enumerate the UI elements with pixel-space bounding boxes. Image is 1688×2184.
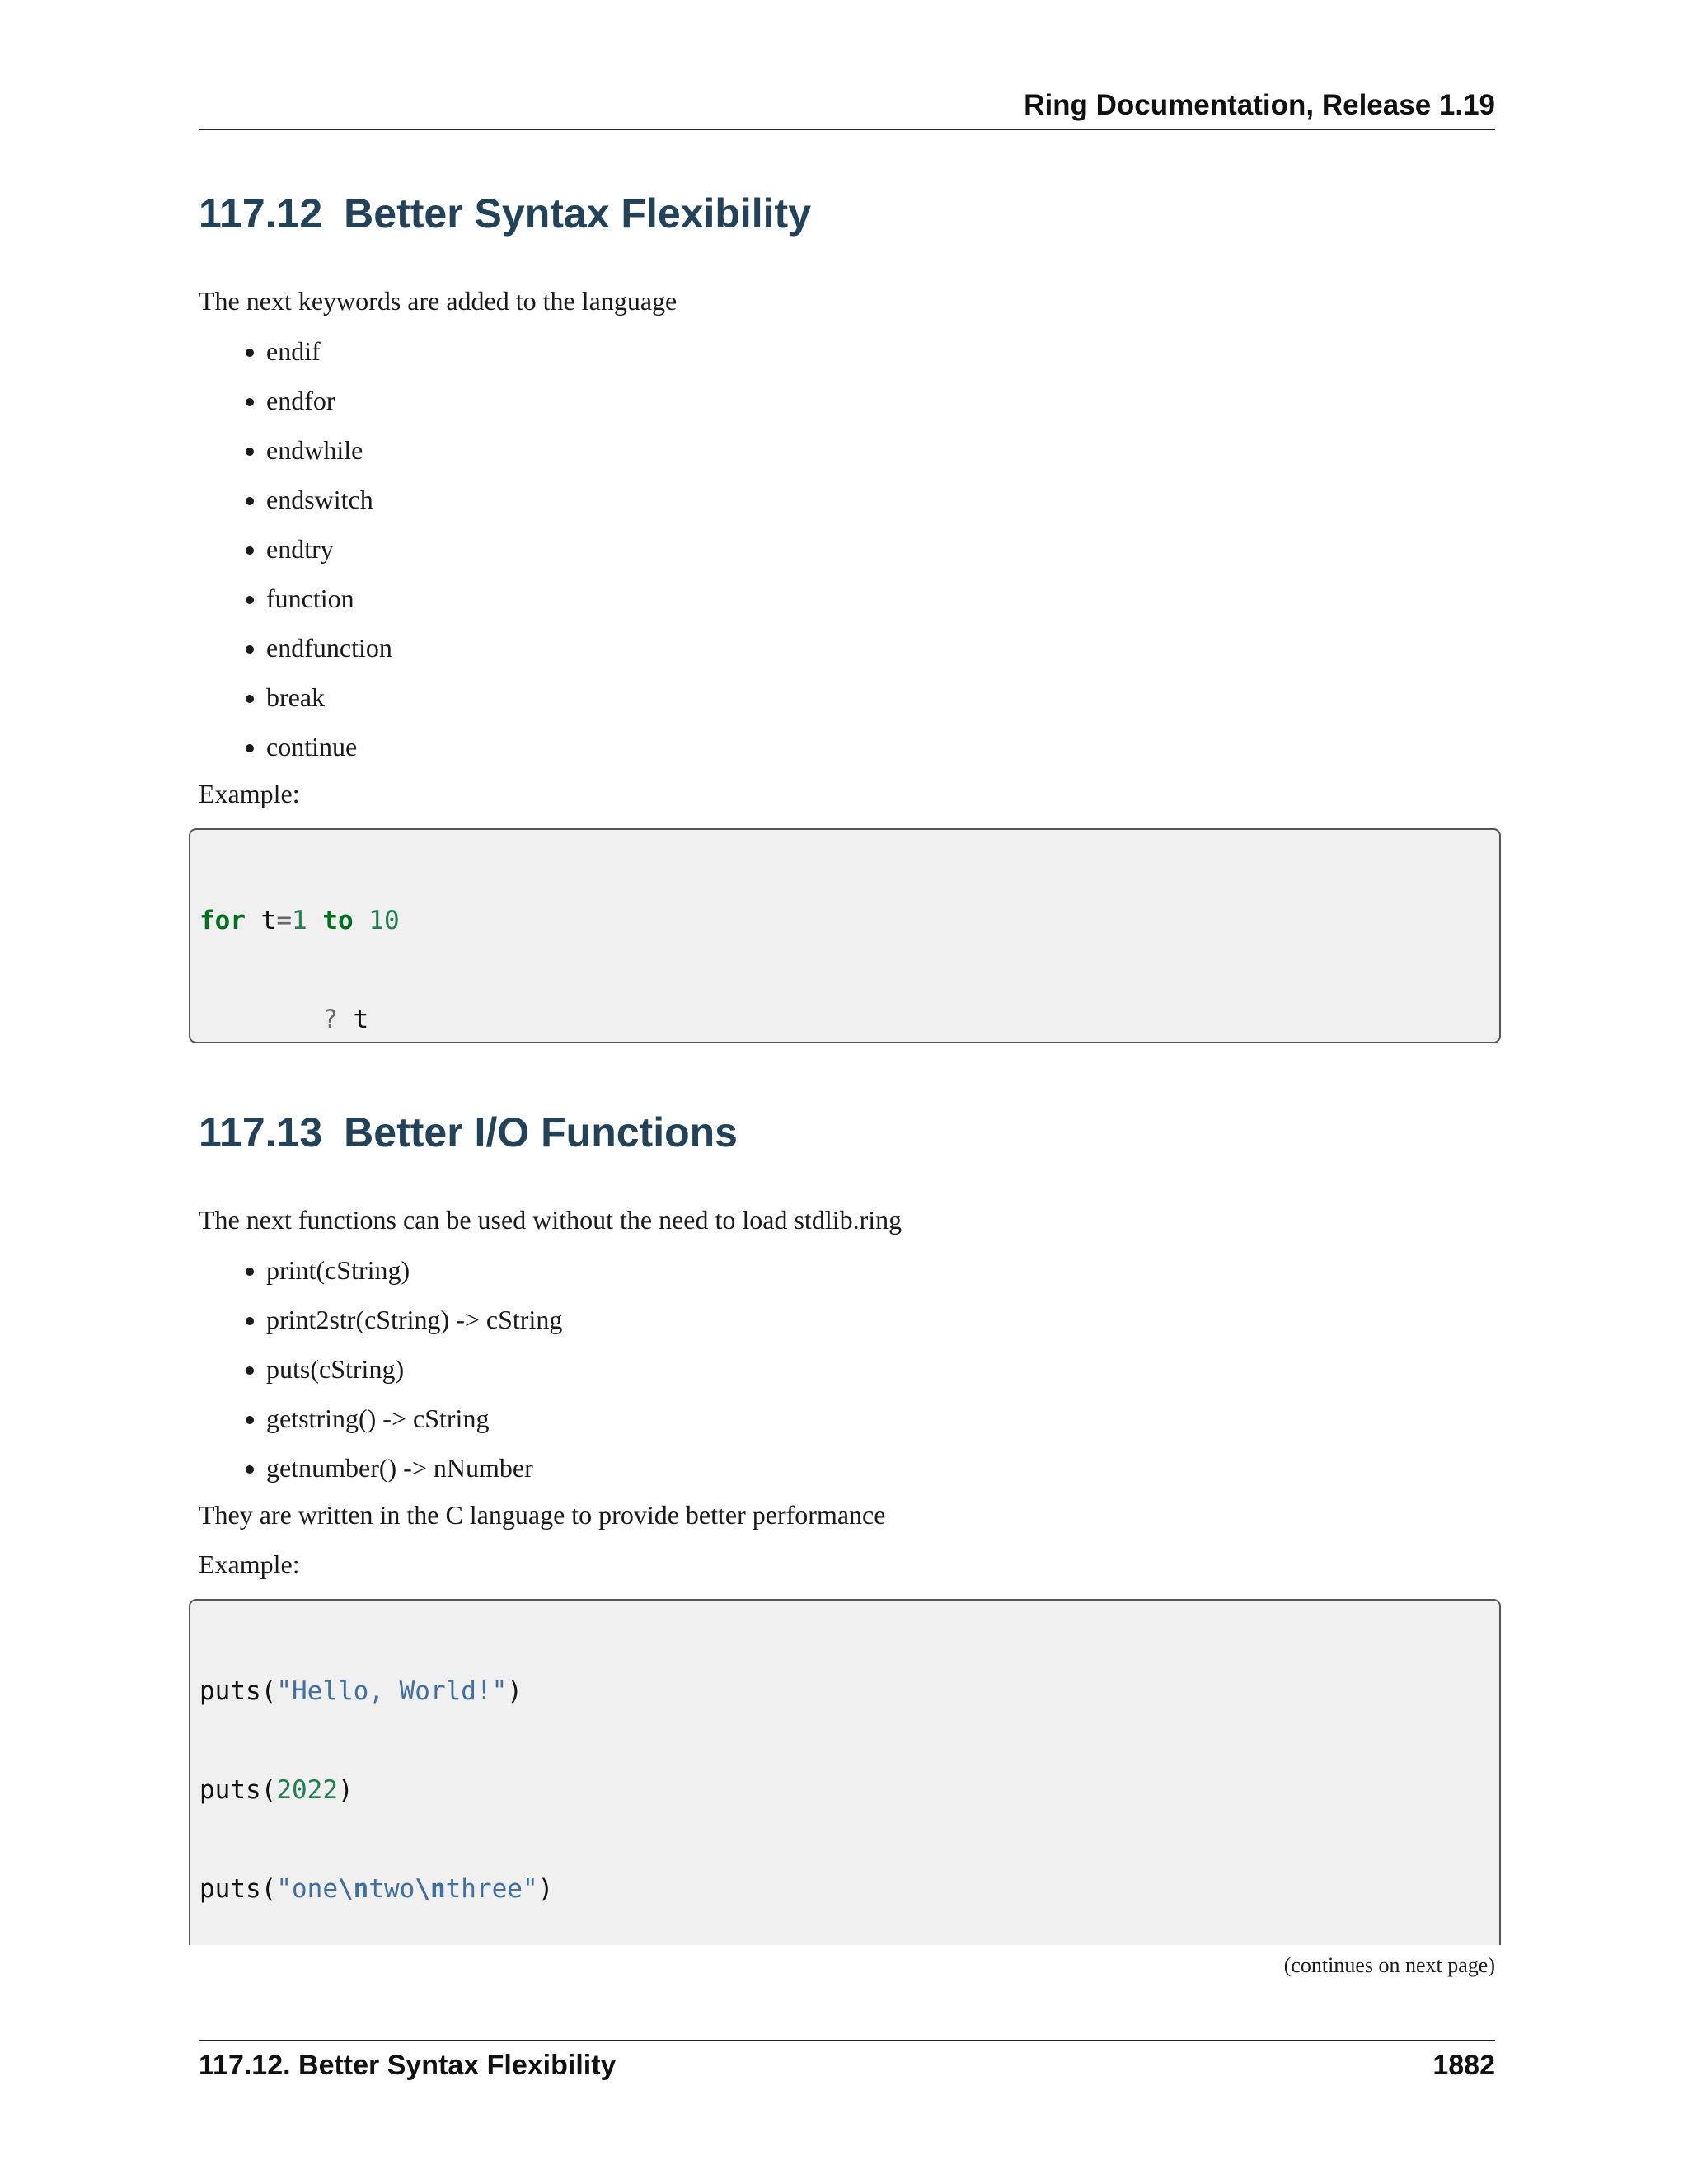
list-item: getstring() -> cString — [199, 1394, 562, 1443]
page-number: 1882 — [1432, 2050, 1495, 2081]
keyword-list — [199, 326, 392, 771]
code-block-io[interactable] — [189, 1599, 1501, 1945]
section-number: 117.12 — [199, 190, 323, 237]
section-heading-117-12 — [199, 190, 811, 237]
list-item: function — [199, 574, 392, 623]
performance-note: They are written in the C language to provide better performance — [199, 1500, 886, 1530]
footer-section: 117.12. Better Syntax Flexibility — [199, 2050, 617, 2081]
list-item: endfunction — [199, 623, 392, 673]
list-item: print(cString) — [199, 1245, 562, 1295]
code-line: ? t — [322, 1005, 369, 1034]
example-label: Example: — [199, 1549, 300, 1579]
code-line: puts("Hello, World!") — [199, 1676, 523, 1706]
list-item: puts(cString) — [199, 1344, 562, 1394]
running-footer — [199, 2040, 1495, 2082]
running-header — [199, 89, 1495, 130]
code-line: puts(2022) — [199, 1775, 354, 1805]
section-heading-117-13 — [199, 1108, 738, 1156]
code-block-syntax[interactable] — [189, 828, 1501, 1043]
list-item: break — [199, 673, 392, 722]
section-number: 117.13 — [199, 1109, 323, 1155]
list-item: endif — [199, 326, 392, 376]
list-item: endwhile — [199, 425, 392, 475]
section-title: Better Syntax Flexibility — [344, 190, 812, 237]
list-item: endfor — [199, 376, 392, 425]
header-title: Ring Documentation, Release 1.19 — [1024, 89, 1495, 121]
section-intro: The next functions can be used without the need to load stdlib.ring — [199, 1205, 903, 1235]
code-line: puts("one\ntwo\nthree") — [199, 1874, 554, 1904]
code-line: for t=1 to 10 — [199, 906, 400, 935]
section-title: Better I/O Functions — [344, 1109, 738, 1155]
example-label: Example: — [199, 779, 300, 808]
section-intro: The next keywords are added to the language — [199, 286, 678, 316]
list-item: continue — [199, 722, 392, 771]
function-list — [199, 1245, 562, 1493]
list-item: getnumber() -> nNumber — [199, 1443, 562, 1493]
list-item: endswitch — [199, 475, 392, 524]
continues-note: (continues on next page) — [1283, 1953, 1495, 1977]
list-item: endtry — [199, 524, 392, 574]
list-item: print2str(cString) -> cString — [199, 1295, 562, 1344]
